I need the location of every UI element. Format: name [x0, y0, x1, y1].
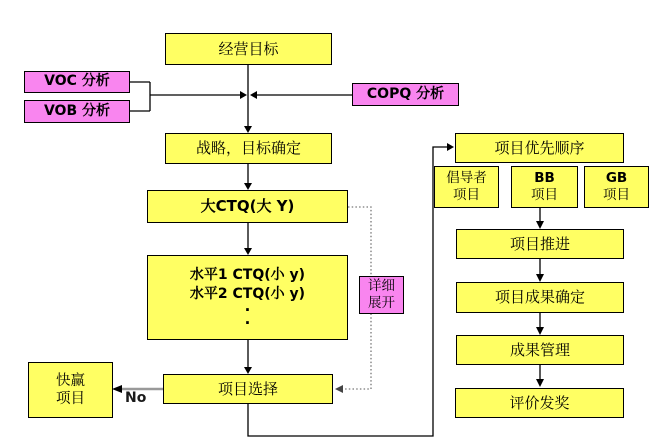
node-copq-analysis-label: COPQ 分析 [366, 85, 445, 102]
node-champion-project-line1: 倡导者 [446, 170, 487, 187]
node-bb-project [511, 166, 578, 208]
node-level-ctq-line1: 水平1 CTQ(小 y) [189, 266, 306, 283]
node-copq-analysis [352, 83, 459, 106]
node-gb-project-line1: GB [605, 170, 628, 187]
node-project-select-label: 项目选择 [217, 379, 278, 398]
node-project-priority [455, 133, 624, 163]
node-strategy-goal-label: 战略，目标确定 [195, 139, 301, 158]
node-award-label: 评价发奖 [509, 393, 570, 412]
node-level-ctq-dot2: · [244, 313, 251, 332]
node-project-priority-label: 项目优先顺序 [494, 138, 585, 157]
no-branch-label: No [125, 390, 147, 406]
node-result-confirm [456, 282, 624, 313]
node-level-ctq-line2: 水平2 CTQ(小 y) [189, 285, 306, 302]
node-award [455, 388, 624, 418]
node-project-promote [456, 229, 624, 259]
node-voc-analysis [24, 71, 130, 93]
node-champion-project-line2: 项目 [453, 187, 480, 203]
node-big-ctq [147, 190, 348, 223]
node-champion-project [434, 166, 499, 208]
node-vob-analysis [24, 100, 130, 123]
node-detail-expand-line1: 详细 [368, 278, 395, 295]
node-business-goal-label: 经营目标 [218, 39, 279, 58]
node-result-manage [456, 335, 624, 365]
node-level-ctq [147, 255, 348, 340]
node-level-ctq-dot1: · [244, 300, 251, 319]
node-quick-win-line2: 项目 [56, 391, 85, 407]
node-voc-analysis-label: VOC 分析 [44, 73, 110, 90]
node-quick-win-line1: 快赢 [56, 372, 85, 389]
node-result-confirm-label: 项目成果确定 [494, 288, 585, 307]
node-vob-analysis-label: VOB 分析 [43, 102, 111, 119]
node-strategy-goal [165, 133, 332, 164]
node-business-goal [165, 33, 332, 65]
node-bb-project-line1: BB [534, 170, 555, 187]
node-quick-win [28, 362, 113, 418]
node-gb-project-line2: 项目 [603, 187, 630, 203]
node-detail-expand [359, 276, 404, 314]
node-bb-project-line2: 项目 [531, 187, 558, 203]
node-project-promote-label: 项目推进 [509, 234, 570, 253]
node-big-ctq-label: 大CTQ(大 Y) [200, 197, 295, 216]
node-detail-expand-line2: 展开 [368, 295, 395, 311]
node-project-select [163, 374, 333, 404]
node-result-manage-label: 成果管理 [509, 340, 570, 359]
node-gb-project [584, 166, 649, 208]
